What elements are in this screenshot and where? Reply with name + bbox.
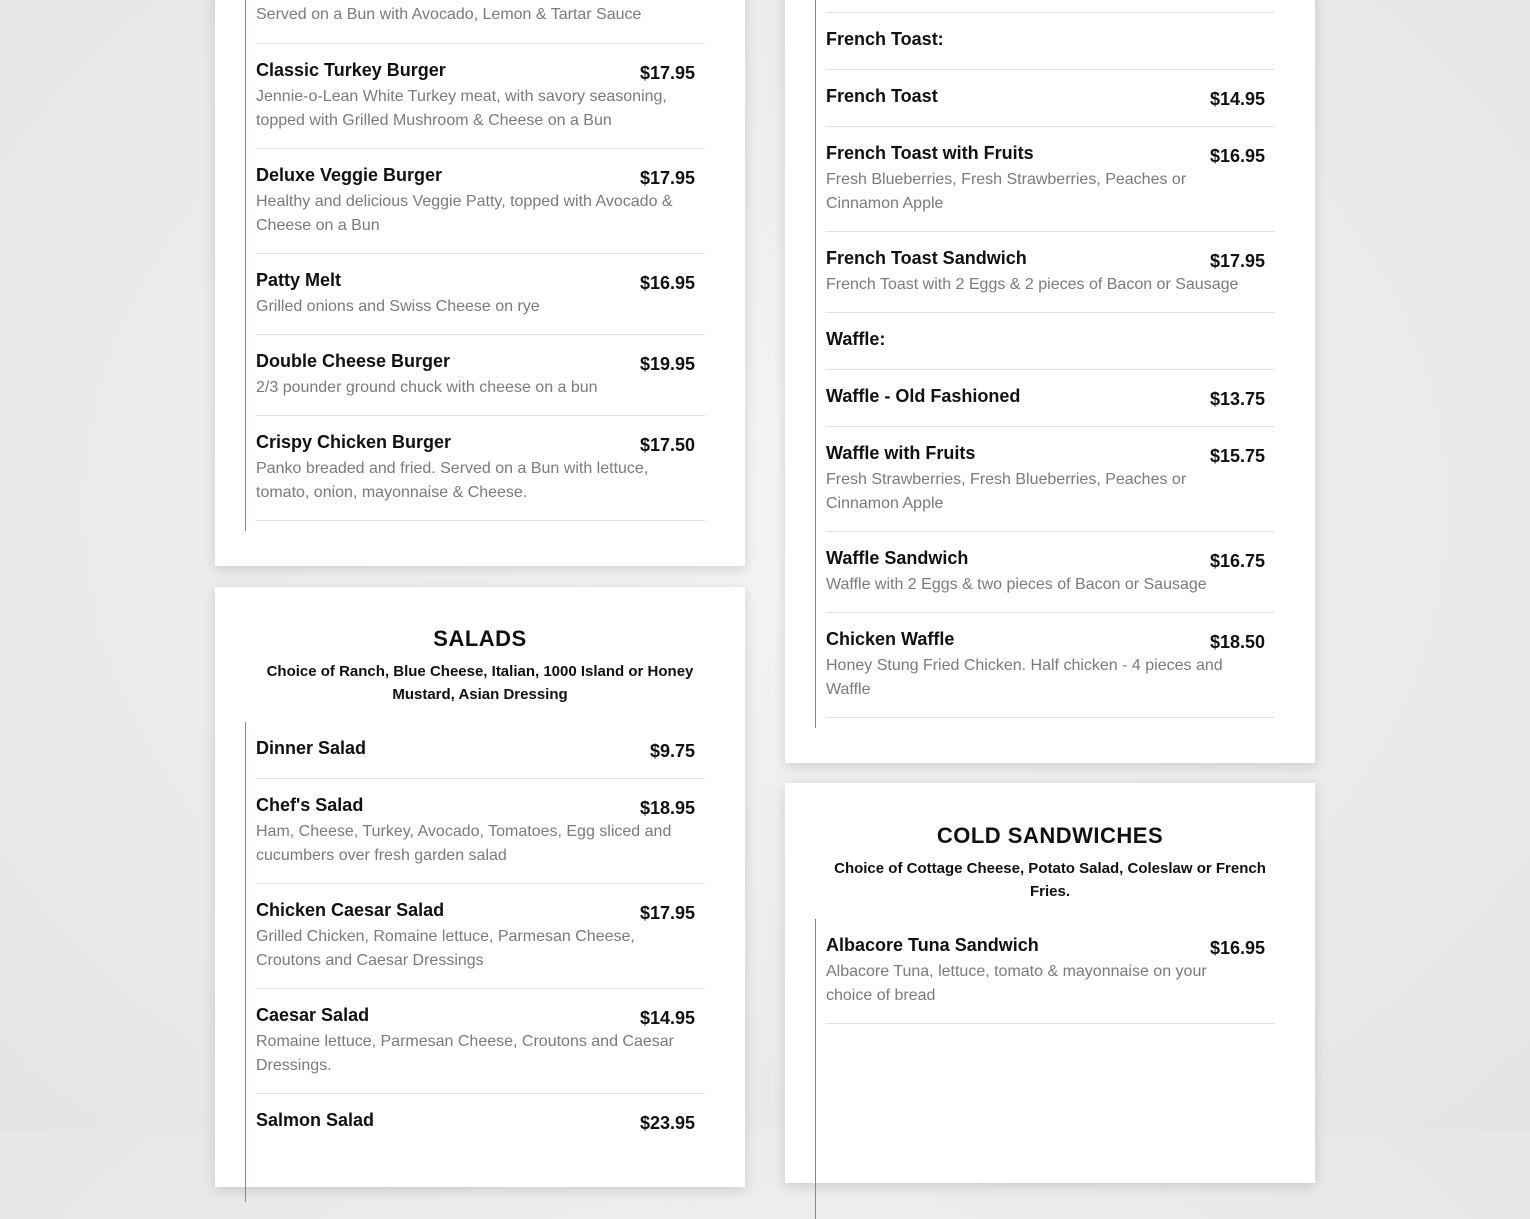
- menu-item-price: $16.95: [639, 273, 695, 293]
- section-title: SALADS: [433, 626, 527, 651]
- section-subtitle: Choice of Cottage Cheese, Potato Salad, Coleslaw or French Fries.: [834, 860, 1266, 900]
- menu-item-price: $17.95: [639, 63, 695, 83]
- menu-item-name: Double Cheese Burger: [256, 351, 451, 371]
- menu-item-price: $13.75: [1209, 389, 1265, 409]
- menu-item-name: Chicken Caesar Salad: [256, 900, 445, 920]
- menu-item-description: Waffle with 2 Eggs & two pieces of Bacon or Sausage: [826, 576, 1207, 593]
- menu-item-description: Ham, Cheese, Turkey, Avocado, Tomatoes, Egg sliced and cucumbers over fresh garden salad: [256, 823, 672, 864]
- burgers-card: [215, 0, 745, 566]
- menu-item-description: Jennie-o-Lean White Turkey meat, with savory seasoning, topped with Grilled Mushroom & Cheese on a Bun: [256, 88, 667, 129]
- menu-item-description: Honey Stung Fried Chicken. Half chicken - 4 pieces and Waffle: [826, 657, 1223, 698]
- menu-item-description: Grilled onions and Swiss Cheese on rye: [256, 298, 540, 315]
- menu-item-price: $18.95: [639, 798, 695, 818]
- menu-item-name: Patty Melt: [256, 270, 342, 290]
- cold-sandwiches-item-list: [815, 919, 1275, 1219]
- menu-item-name: Crispy Chicken Burger: [256, 432, 452, 452]
- breakfast-card: [785, 0, 1315, 763]
- menu-item-description: Fresh Blueberries, Fresh Strawberries, Peaches or Cinnamon Apple: [826, 171, 1187, 212]
- menu-item[interactable]: [256, 335, 705, 416]
- menu-item-name: Chicken Waffle: [826, 629, 955, 649]
- menu-item-description: Served on a Bun with Avocado, Lemon & Tartar Sauce: [256, 6, 642, 23]
- menu-item-price: $18.50: [1209, 632, 1265, 652]
- menu-item[interactable]: [256, 0, 705, 44]
- menu-item-name: Dinner Salad: [256, 738, 367, 758]
- menu-item-price: $23.95: [639, 1113, 695, 1133]
- menu-item-description: Albacore Tuna, lettuce, tomato & mayonnaise on your choice of bread: [826, 963, 1207, 1004]
- menu-item-price: $19.95: [639, 354, 695, 374]
- menu-item-price: $17.50: [639, 435, 695, 455]
- section-title: COLD SANDWICHES: [936, 823, 1164, 848]
- menu-item-name: Waffle Sandwich: [826, 548, 969, 568]
- menu-item[interactable]: [826, 613, 1275, 718]
- menu-item-name: Waffle - Old Fashioned: [826, 386, 1021, 406]
- menu-item[interactable]: [826, 427, 1275, 532]
- menu-item[interactable]: [256, 779, 705, 884]
- section-subtitle: Choice of Ranch, Blue Cheese, Italian, 1000 Island or Honey Mustard, Asian Dressing: [266, 663, 694, 703]
- menu-item-name: Classic Turkey Burger: [256, 60, 446, 80]
- subsection-heading-label: French Toast:: [826, 29, 944, 49]
- menu-item-name: French Toast Sandwich: [826, 248, 1027, 268]
- menu-item-price: $17.95: [639, 903, 695, 923]
- menu-item-description: French Toast with 2 Eggs & 2 pieces of Bacon or Sausage: [826, 276, 1239, 293]
- menu-item[interactable]: [256, 149, 705, 254]
- menu-item[interactable]: [826, 232, 1275, 313]
- menu-item[interactable]: [826, 532, 1275, 613]
- burgers-item-list: [245, 0, 705, 531]
- subsection-heading-label: Waffle:: [826, 329, 886, 349]
- salads-card: [215, 587, 745, 1187]
- menu-item-price: $14.95: [639, 1008, 695, 1028]
- menu-item-price: $16.95: [1209, 938, 1265, 958]
- menu-item[interactable]: [256, 416, 705, 521]
- menu-item-top-spacer: [826, 0, 1275, 13]
- menu-item[interactable]: [826, 70, 1275, 127]
- menu-item-price: $15.75: [1209, 446, 1265, 466]
- subsection-heading-french-toast: [826, 13, 1275, 70]
- menu-item[interactable]: [256, 989, 705, 1094]
- menu-item-description: Romaine lettuce, Parmesan Cheese, Croutons and Caesar Dressings.: [256, 1033, 674, 1074]
- menu-item-description: 2/3 pounder ground chuck with cheese on a bun: [256, 379, 598, 396]
- subsection-heading-waffle: [826, 313, 1275, 370]
- menu-item-price: $17.95: [639, 168, 695, 188]
- menu-item-price: $14.95: [1209, 89, 1265, 109]
- menu-item-name: Salmon Salad: [256, 1110, 375, 1130]
- menu-item-description: Healthy and delicious Veggie Patty, topped with Avocado & Cheese on a Bun: [256, 193, 673, 234]
- menu-item-description: Panko breaded and fried. Served on a Bun with lettuce, tomato, onion, mayonnaise & Cheese.: [256, 460, 649, 501]
- cold-sandwiches-card: [785, 783, 1315, 1183]
- menu-item-name: Albacore Tuna Sandwich: [826, 935, 1039, 955]
- menu-item[interactable]: [256, 44, 705, 149]
- menu-item[interactable]: [826, 127, 1275, 232]
- menu-item-price: $16.75: [1209, 551, 1265, 571]
- menu-item[interactable]: [256, 722, 705, 779]
- menu-item-name: Waffle with Fruits: [826, 443, 976, 463]
- menu-item-description: Fresh Strawberries, Fresh Blueberries, Peaches or Cinnamon Apple: [826, 471, 1187, 512]
- menu-item[interactable]: [256, 254, 705, 335]
- menu-item-name: French Toast: [826, 86, 938, 106]
- menu-item-price: $16.95: [1209, 146, 1265, 166]
- menu-item-price: $17.95: [1209, 251, 1265, 271]
- menu-item[interactable]: [256, 884, 705, 989]
- menu-item[interactable]: [826, 919, 1275, 1024]
- menu-item-name: Caesar Salad: [256, 1005, 370, 1025]
- menu-item-name: Deluxe Veggie Burger: [256, 165, 443, 185]
- menu-item-name: Chef's Salad: [256, 795, 364, 815]
- menu-item-name: French Toast with Fruits: [826, 143, 1034, 163]
- menu-item-price: $9.75: [649, 741, 695, 761]
- menu-item[interactable]: [826, 370, 1275, 427]
- menu-item[interactable]: [256, 1094, 705, 1174]
- breakfast-item-list: [815, 0, 1275, 728]
- salads-item-list: [245, 722, 705, 1202]
- menu-item-description: Grilled Chicken, Romaine lettuce, Parmesan Cheese, Croutons and Caesar Dressings: [256, 928, 635, 969]
